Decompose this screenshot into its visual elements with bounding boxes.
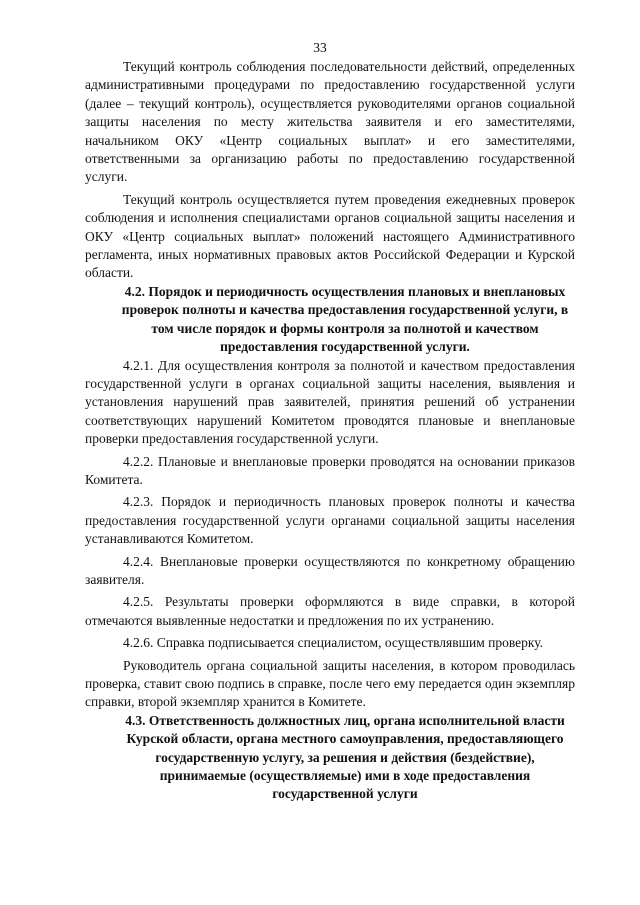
paragraph-current-control-method: Текущий контроль осуществляется путем проведения ежедневных проверок соблюдения и исполнения специалистами органов социальной защиты населения и ОКУ «Центр социальных выплат» положений настоящего Административного регламента, иных нормативных правовых актов Российской Федерации и Курской области. <box>85 191 575 281</box>
paragraph-4-2-1: 4.2.1. Для осуществления контроля за полнотой и качеством предоставления государственной услуги в органах социальной защиты населения, выявления и установления нарушений прав заявителей, принятия решений об устранении соответствующих нарушений Комитетом проводятся плановые и внеплановые проверки предоставления государственной услуги. <box>85 357 575 447</box>
paragraph-current-control: Текущий контроль соблюдения последовательности действий, определенных административными процедурами по предоставлению государственной услуги (далее – текущий контроль), осуществляется руководителями органов социальной защиты населения по месту жительства заявителя и его заместителями, начальником ОКУ «Центр социальных выплат» и его заместителями, ответственными за организацию работы по предоставлению государственной услуги. <box>85 59 575 185</box>
paragraph-4-2-3: 4.2.3. Порядок и периодичность плановых проверок полноты и качества предоставления государственной услуги органами социальной защиты населения устанавливаются Комитетом. <box>85 494 575 547</box>
paragraph-4-2-4: 4.2.4. Внеплановые проверки осуществляются по конкретному обращению заявителя. <box>85 553 575 587</box>
page-number: 33 <box>313 40 327 55</box>
document-body <box>85 58 575 804</box>
section-heading-4-2: 4.2. Порядок и периодичность осуществления плановых и внеплановых проверок полноты и качества предоставления государственной услуги, в том числе порядок и формы контроля за полнотой и качеством предоставления государственной услуги. <box>121 283 569 355</box>
paragraph-4-2-2: 4.2.2. Плановые и внеплановые проверки проводятся на основании приказов Комитета. <box>85 453 575 487</box>
section-heading-4-3: 4.3. Ответственность должностных лиц, органа исполнительной власти Курской области, органа местного самоуправления, предоставляющего государственную услугу, за решения и действия (бездействие), принимаемые (осуществляемые) ими в ходе предоставления государственной услуги <box>125 712 565 802</box>
paragraph-head-signature: Руководитель органа социальной защиты населения, в котором проводилась проверка, ставит свою подпись в справке, после чего ему передается один экземпляр справки, второй экземпляр хранится в Комитете. <box>85 657 575 710</box>
paragraph-4-2-6: 4.2.6. Справка подписывается специалистом, осуществлявшим проверку. <box>123 635 544 651</box>
paragraph-4-2-5: 4.2.5. Результаты проверки оформляются в виде справки, в которой отмечаются выявленные недостатки и предложения по их устранению. <box>85 594 575 628</box>
